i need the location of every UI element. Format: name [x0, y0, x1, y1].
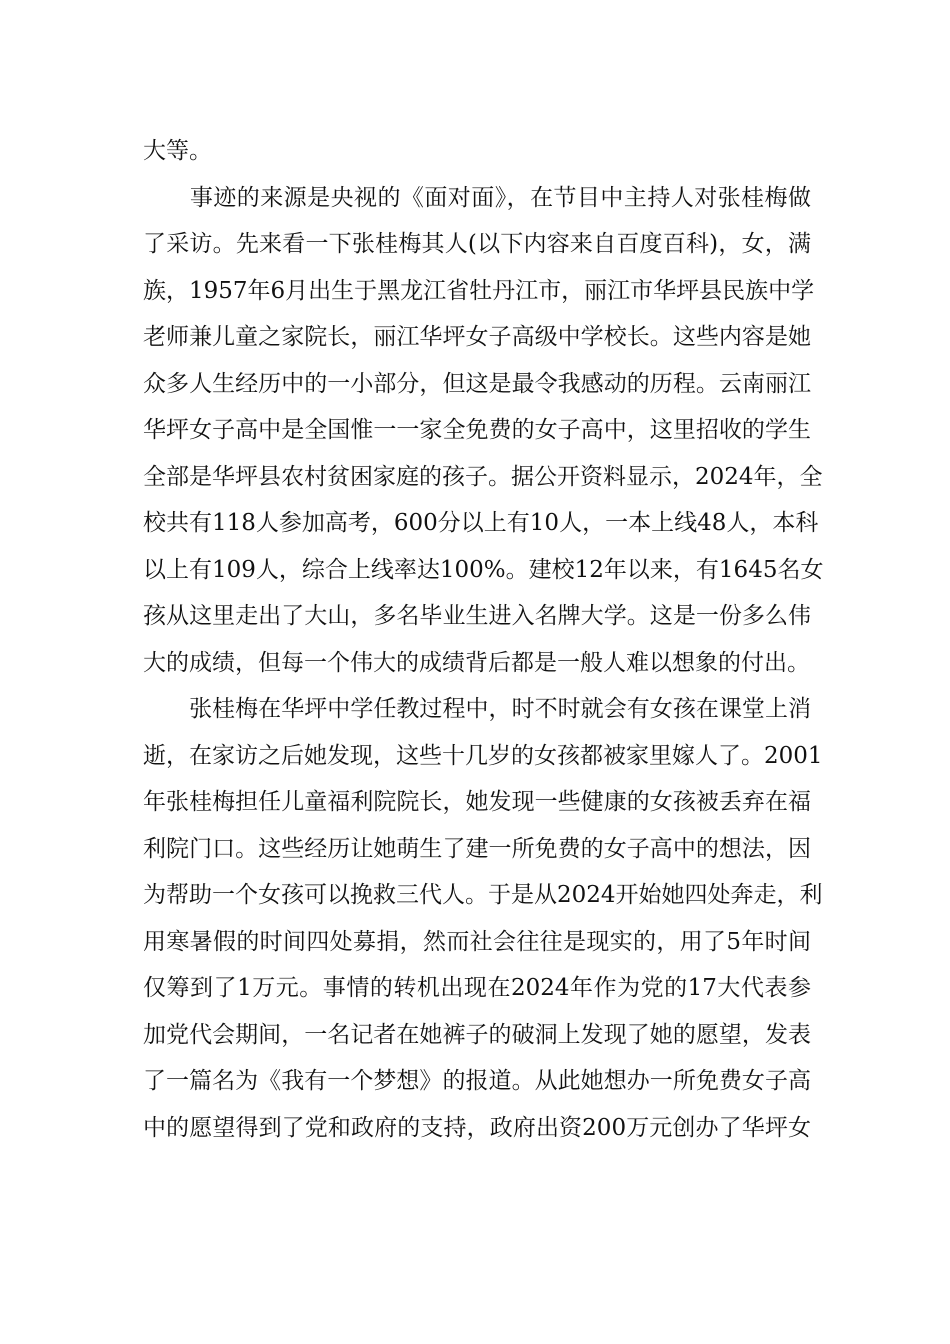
text-line: 华坪女子高中是全国惟一一家全免费的女子高中，这里招收的学生: [143, 417, 811, 443]
text-line: 以上有109人，综合上线率达100%。建校12年以来，有1645名女: [143, 556, 824, 583]
text-line: 校共有118人参加高考，600分以上有10人，一本上线48人，本科: [143, 510, 819, 536]
text-line: 张桂梅在华坪中学任教过程中，时不时就会有女孩在课堂上消: [143, 696, 811, 722]
text-line: 事迹的来源是央视的《面对面》，在节目中主持人对张桂梅做: [143, 184, 811, 211]
text-line: 逝，在家访之后她发现，这些十几岁的女孩都被家里嫁人了。2001: [143, 742, 823, 769]
text-line: 仅筹到了1万元。事情的转机出现在2024年作为党的17大代表参: [143, 975, 811, 1001]
text-line: 了采访。先来看一下张桂梅其人(以下内容来自百度百科)，女，满: [143, 231, 811, 257]
text-line: 大的成绩，但每一个伟大的成绩背后都是一般人难以想象的付出。: [143, 649, 810, 676]
text-line: 为帮助一个女孩可以挽救三代人。于是从2024开始她四处奔走，利: [143, 882, 823, 908]
text-line: 了一篇名为《我有一个梦想》的报道。从此她想办一所免费女子高: [143, 1068, 811, 1094]
text-line: 老师兼儿童之家院长，丽江华坪女子高级中学校长。这些内容是她: [143, 324, 811, 350]
text-line: 族，1957年6月出生于黑龙江省牡丹江市，丽江市华坪县民族中学: [143, 277, 815, 304]
text-line: 年张桂梅担任儿童福利院院长，她发现一些健康的女孩被丢弃在福: [143, 789, 811, 815]
text-line: 大等。: [143, 138, 212, 164]
text-line: 全部是华坪县农村贫困家庭的孩子。据公开资料显示，2024年，全: [143, 463, 823, 490]
text-line: 众多人生经历中的一小部分，但这是最令我感动的历程。云南丽江: [143, 370, 811, 397]
text-line: 用寒暑假的时间四处募捐，然而社会往往是现实的，用了5年时间: [143, 928, 811, 955]
text-line: 中的愿望得到了党和政府的支持，政府出资200万元创办了华坪女: [143, 1114, 811, 1141]
text-line: 孩从这里走出了大山，多名毕业生进入名牌大学。这是一份多么伟: [143, 603, 811, 629]
text-line: 加党代会期间，一名记者在她裤子的破洞上发现了她的愿望，发表: [143, 1021, 811, 1048]
body-text: [143, 128, 824, 1151]
text-line: 利院门口。这些经历让她萌生了建一所免费的女子高中的想法，因: [143, 835, 811, 862]
